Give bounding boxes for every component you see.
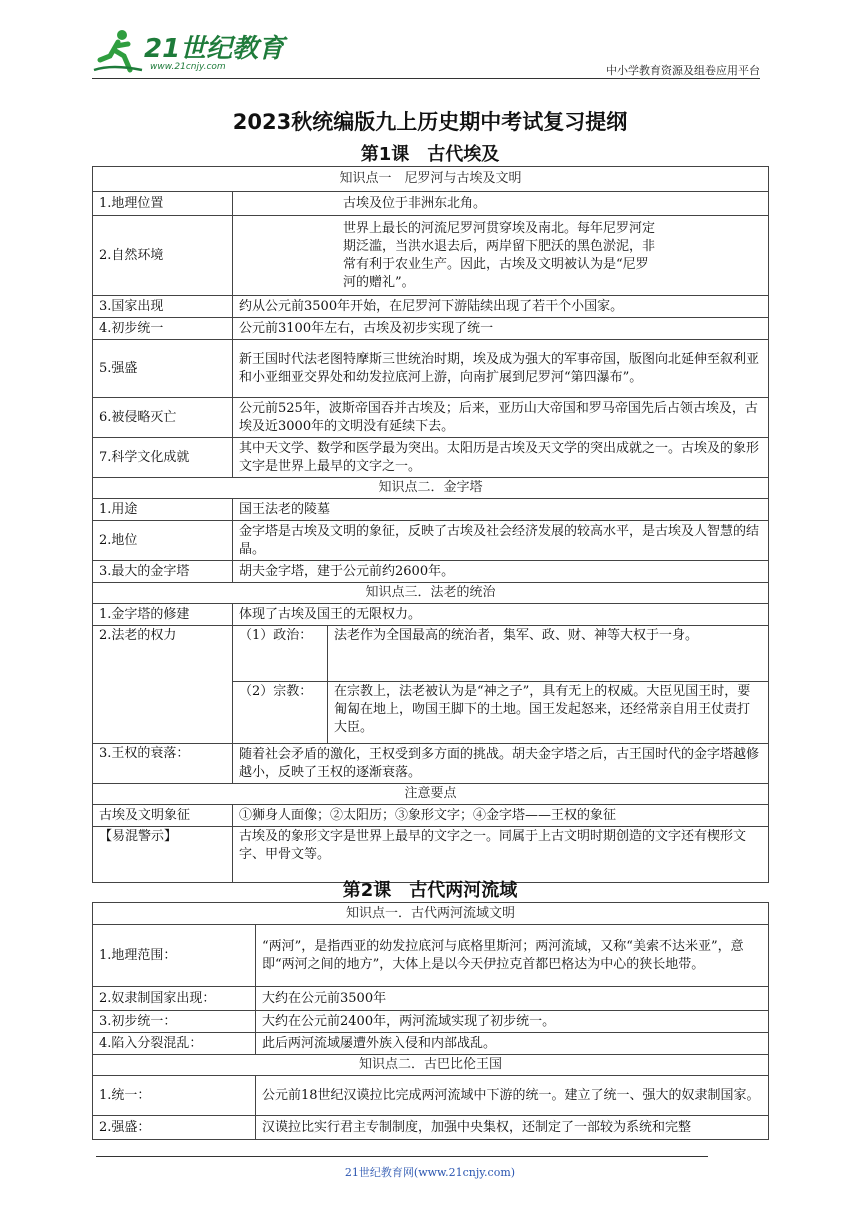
row-content: 法老作为全国最高的统治者，集军、政、财、神等大权于一身。 xyxy=(328,626,769,682)
row-content: 大约在公元前2400年，两河流域实现了初步统一。 xyxy=(256,1011,769,1033)
row-label: 1.地理位置 xyxy=(93,192,233,216)
row-content: 大约在公元前3500年 xyxy=(256,987,769,1011)
row-label: 2.奴隶制国家出现： xyxy=(93,987,256,1011)
row-content: 国王法老的陵墓 xyxy=(233,499,769,521)
lesson-2-title: 第2课 古代两河流域 xyxy=(342,880,518,901)
section-heading: 知识点二．古巴比伦王国 xyxy=(93,1055,769,1076)
row-content: “两河”，是指西亚的幼发拉底河与底格里斯河；两河流域，又称“美索不达米亚”，意即“两河之间的地方”，大体上是以今天伊拉克首都巴格达为中心的狭长地带。 xyxy=(256,925,769,987)
row-content: 金字塔是古埃及文明的象征，反映了古埃及社会经济发展的较高水平，是古埃及人智慧的结晶。 xyxy=(233,521,769,561)
row-label: 7.科学文化成就 xyxy=(93,438,233,478)
row-content: 随着社会矛盾的激化，王权受到多方面的挑战。胡夫金字塔之后，古王国时代的金字塔越修越小，反映了王权的逐渐衰落。 xyxy=(233,744,769,784)
row-label: 3.王权的衰落： xyxy=(93,744,233,784)
row-label: 1.金字塔的修建 xyxy=(93,604,233,626)
logo-url: www.21cnjy.com xyxy=(150,62,226,72)
row-label: 古埃及文明象征 xyxy=(93,805,233,827)
row-content: 其中天文学、数学和医学最为突出。太阳历是古埃及天文学的突出成就之一。古埃及的象形文字是世界上最早的文字之一。 xyxy=(233,438,769,478)
row-label: 3.初步统一： xyxy=(93,1011,256,1033)
row-content: 在宗教上，法老被认为是“神之子”，具有无上的权威。大臣见国王时，要匍匐在地上，吻国王脚下的土地。国王发起怒来，还经常亲自用王仗责打大臣。 xyxy=(328,682,769,744)
section-heading: 知识点二．金字塔 xyxy=(93,478,769,499)
row-content: 约从公元前3500年开始，在尼罗河下游陆续出现了若干个小国家。 xyxy=(233,296,769,318)
row-label: 3.最大的金字塔 xyxy=(93,561,233,583)
row-label: 1.地理范围： xyxy=(93,925,256,987)
row-label: 2.法老的权力 xyxy=(93,626,233,744)
row-content: 公元前3100年左右，古埃及初步实现了统一 xyxy=(233,318,769,340)
row-content: 胡夫金字塔，建于公元前约2600年。 xyxy=(233,561,769,583)
row-label: 【易混警示】 xyxy=(93,827,233,883)
row-label: 6.被侵略灭亡 xyxy=(93,398,233,438)
logo xyxy=(92,26,322,78)
logo-text: 21世纪教育 xyxy=(144,34,285,64)
row-content: 新王国时代法老图特摩斯三世统治时期，埃及成为强大的军事帝国，版图向北延伸至叙利亚和小亚细亚交界处和幼发拉底河上游，向南扩展到尼罗河“第四瀑布”。 xyxy=(233,340,769,398)
row-content: 公元前18世纪汉谟拉比完成两河流域中下游的统一。建立了统一、强大的奴隶制国家。 xyxy=(256,1076,769,1116)
header-divider xyxy=(92,78,760,79)
row-content: 古埃及的象形文字是世界上最早的文字之一。同属于上古文明时期创造的文字还有楔形文字、甲骨文等。 xyxy=(233,827,769,883)
row-label: 4.陷入分裂混乱： xyxy=(93,1033,256,1055)
page-header xyxy=(92,26,760,82)
row-label: 1.用途 xyxy=(93,499,233,521)
lesson-1-table xyxy=(92,166,769,883)
row-label: 4.初步统一 xyxy=(93,318,233,340)
row-content: 体现了古埃及国王的无限权力。 xyxy=(233,604,769,626)
platform-name: 中小学教育资源及组卷应用平台 xyxy=(606,64,760,77)
footer-text: 21世纪教育网(www.21cnjy.com) xyxy=(344,1166,516,1179)
lesson-1-title: 第1课 古代埃及 xyxy=(360,144,500,165)
section-heading: 知识点一．古代两河流域文明 xyxy=(93,903,769,925)
document-title: 2023秋统编版九上历史期中考试复习提纲 xyxy=(232,110,628,134)
row-content: ①狮身人面像；②太阳历；③象形文字；④金字塔——王权的象征 xyxy=(233,805,769,827)
sub-label: （2）宗教： xyxy=(233,682,328,744)
row-content: 世界上最长的河流尼罗河贯穿埃及南北。每年尼罗河定期泛滥，当洪水退去后，两岸留下肥沃的黑色淤泥，非常有利于农业生产。因此，古埃及文明被认为是“尼罗河的赠礼”。 xyxy=(233,216,769,296)
runner-icon xyxy=(92,26,146,76)
row-content: 汉谟拉比实行君主专制制度，加强中央集权，还制定了一部较为系统和完整 xyxy=(256,1116,769,1140)
section-heading: 知识点三．法老的统治 xyxy=(93,583,769,604)
row-label: 2.地位 xyxy=(93,521,233,561)
row-content: 此后两河流域屡遭外族入侵和内部战乱。 xyxy=(256,1033,769,1055)
row-label: 2.自然环境 xyxy=(93,216,233,296)
row-label: 5.强盛 xyxy=(93,340,233,398)
row-content: 古埃及位于非洲东北角。 xyxy=(233,192,769,216)
row-content: 公元前525年，波斯帝国吞并古埃及；后来，亚历山大帝国和罗马帝国先后占领古埃及，古埃及近3000年的文明没有延续下去。 xyxy=(233,398,769,438)
section-heading: 知识点一 尼罗河与古埃及文明 xyxy=(93,167,769,192)
lesson-2-table xyxy=(92,902,769,1140)
row-label: 3.国家出现 xyxy=(93,296,233,318)
section-heading: 注意要点 xyxy=(93,784,769,805)
sub-label: （1）政治： xyxy=(233,626,328,682)
row-label: 1.统一： xyxy=(93,1076,256,1116)
footer-divider xyxy=(96,1156,708,1157)
row-label: 2.强盛： xyxy=(93,1116,256,1140)
